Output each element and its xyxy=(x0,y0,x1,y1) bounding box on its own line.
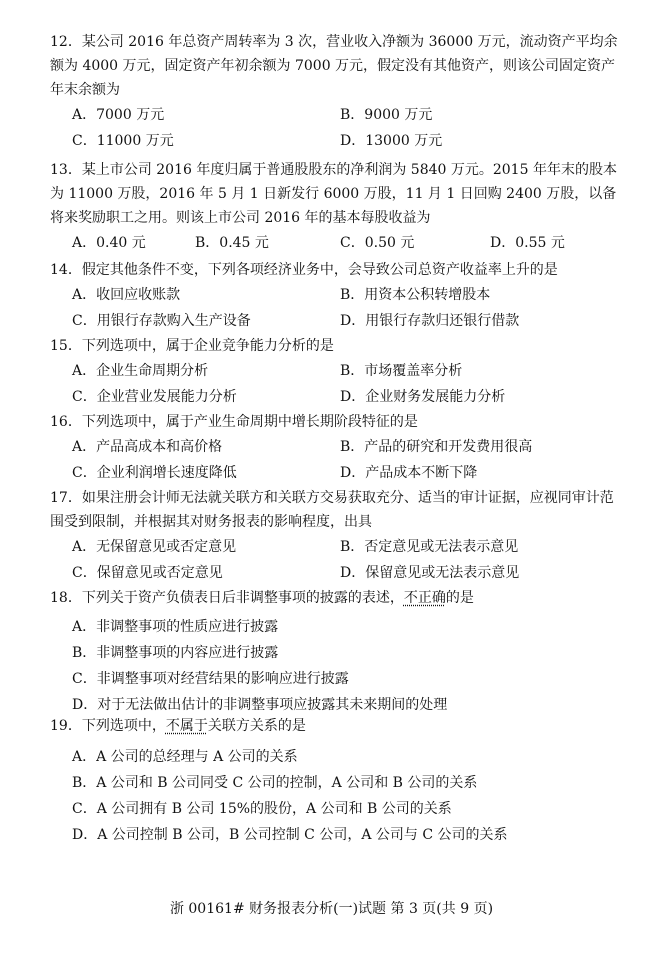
option-a: A．收回应收账款 xyxy=(72,287,181,303)
option-b: B．市场覆盖率分析 xyxy=(340,363,463,379)
option-c: C．企业营业发展能力分析 xyxy=(72,389,237,405)
option-c: C．非调整事项对经营结果的影响应进行披露 xyxy=(72,671,349,687)
option-d: D．保留意见或无法表示意见 xyxy=(340,565,520,581)
question-15-options-row1 xyxy=(50,358,620,384)
option-c: C．A 公司拥有 B 公司 15%的股份，A 公司和 B 公司的关系 xyxy=(72,801,452,817)
option-a: A．A 公司的总经理与 A 公司的关系 xyxy=(72,749,298,765)
question-17-stem: 17．如果注册会计师无法就关联方和关联方交易获取充分、适当的审计证据，应视同审计范围受到限制，并根据其对财务报表的影响程度，出具 xyxy=(50,490,614,530)
question-12 xyxy=(50,30,620,154)
option-b: B．非调整事项的内容应进行披露 xyxy=(72,645,279,661)
question-15-options-row2 xyxy=(50,384,620,410)
question-14-options-row1 xyxy=(50,282,620,308)
option-c: C．11000 万元 xyxy=(72,133,174,149)
option-b: B．A 公司和 B 公司同受 C 公司的控制，A 公司和 B 公司的关系 xyxy=(72,775,478,791)
option-b: B．用资本公积转增股本 xyxy=(340,287,491,303)
question-13 xyxy=(50,158,620,256)
question-16-options-row2 xyxy=(50,460,620,486)
question-16-options-row1 xyxy=(50,434,620,460)
question-14-options-row2 xyxy=(50,308,620,334)
option-d: D．用银行存款归还银行借款 xyxy=(340,313,520,329)
question-12-options-row1 xyxy=(50,102,620,128)
option-b: B．否定意见或无法表示意见 xyxy=(340,539,519,555)
question-15 xyxy=(50,334,620,410)
question-19-options xyxy=(50,738,620,848)
question-18-stem xyxy=(50,586,620,610)
option-d: D．企业财务发展能力分析 xyxy=(340,389,506,405)
option-c: C．用银行存款购入生产设备 xyxy=(72,313,251,329)
question-19-stem-text: 19．下列选项中， xyxy=(50,718,166,734)
question-17-options-row2 xyxy=(50,560,620,586)
page-footer: 浙 00161# 财务报表分析(一)试题 第 3 页(共 9 页) xyxy=(169,901,494,917)
option-a: A．企业生命周期分析 xyxy=(72,363,209,379)
option-d: D．0.55 元 xyxy=(490,235,565,251)
option-b: B．9000 万元 xyxy=(340,107,433,123)
question-14-stem: 14．假定其他条件不变，下列各项经济业务中，会导致公司总资产收益率上升的是 xyxy=(50,262,558,278)
option-b: B．产品的研究和开发费用很高 xyxy=(340,439,533,455)
question-14 xyxy=(50,258,620,334)
question-18 xyxy=(50,586,620,718)
option-a: A．0.40 元 xyxy=(72,235,146,251)
question-19-stem xyxy=(50,714,620,738)
option-d: D．产品成本不断下降 xyxy=(340,465,478,481)
question-17 xyxy=(50,486,620,586)
option-d: D．对于无法做出估计的非调整事项应披露其未来期间的处理 xyxy=(72,697,448,713)
question-18-stem-text: 18．下列关于资产负债表日后非调整事项的披露的表述， xyxy=(50,590,404,606)
option-a: A．产品高成本和高价格 xyxy=(72,439,223,455)
question-12-stem: 12．某公司 2016 年总资产周转率为 3 次，营业收入净额为 36000 万元，流动资产平均余额为 4000 万元，固定资产年初余额为 7000 万元，假定没有其他资产，则该公司固定资产年末余额为 xyxy=(50,34,618,98)
option-c: C．保留意见或否定意见 xyxy=(72,565,223,581)
option-c: C．企业利润增长速度降低 xyxy=(72,465,237,481)
option-b: B．0.45 元 xyxy=(195,235,269,251)
option-d: D．13000 万元 xyxy=(340,133,443,149)
question-18-options xyxy=(50,610,620,718)
question-17-options-row1 xyxy=(50,534,620,560)
question-13-options xyxy=(50,230,620,256)
option-a: A．非调整事项的性质应进行披露 xyxy=(72,619,279,635)
question-19-stem-tail: 关联方关系的是 xyxy=(207,718,306,734)
question-16-stem: 16．下列选项中，属于产业生命周期中增长期阶段特征的是 xyxy=(50,414,418,430)
question-12-options-row2 xyxy=(50,128,620,154)
question-19 xyxy=(50,714,620,848)
option-c: C．0.50 元 xyxy=(340,235,415,251)
question-16 xyxy=(50,410,620,486)
question-15-stem: 15．下列选项中，属于企业竞争能力分析的是 xyxy=(50,338,334,354)
question-18-emphasis: 不正确 xyxy=(403,590,446,606)
option-d: D．A 公司控制 B 公司，B 公司控制 C 公司，A 公司与 C 公司的关系 xyxy=(72,827,508,843)
option-a: A．无保留意见或否定意见 xyxy=(72,539,237,555)
question-19-emphasis: 不属于 xyxy=(165,718,208,734)
question-18-stem-tail: 的是 xyxy=(445,590,474,606)
question-13-stem: 13．某上市公司 2016 年度归属于普通股股东的净利润为 5840 万元。2015 年年末的股本为 11000 万股，2016 年 5 月 1 日新发行 6000 万股，11 月 1 日回购 2400 万股，以备将来奖励职工之用。则该上市公司 2016 年的基本每股收益为 xyxy=(50,162,617,226)
option-a: A．7000 万元 xyxy=(72,107,165,123)
